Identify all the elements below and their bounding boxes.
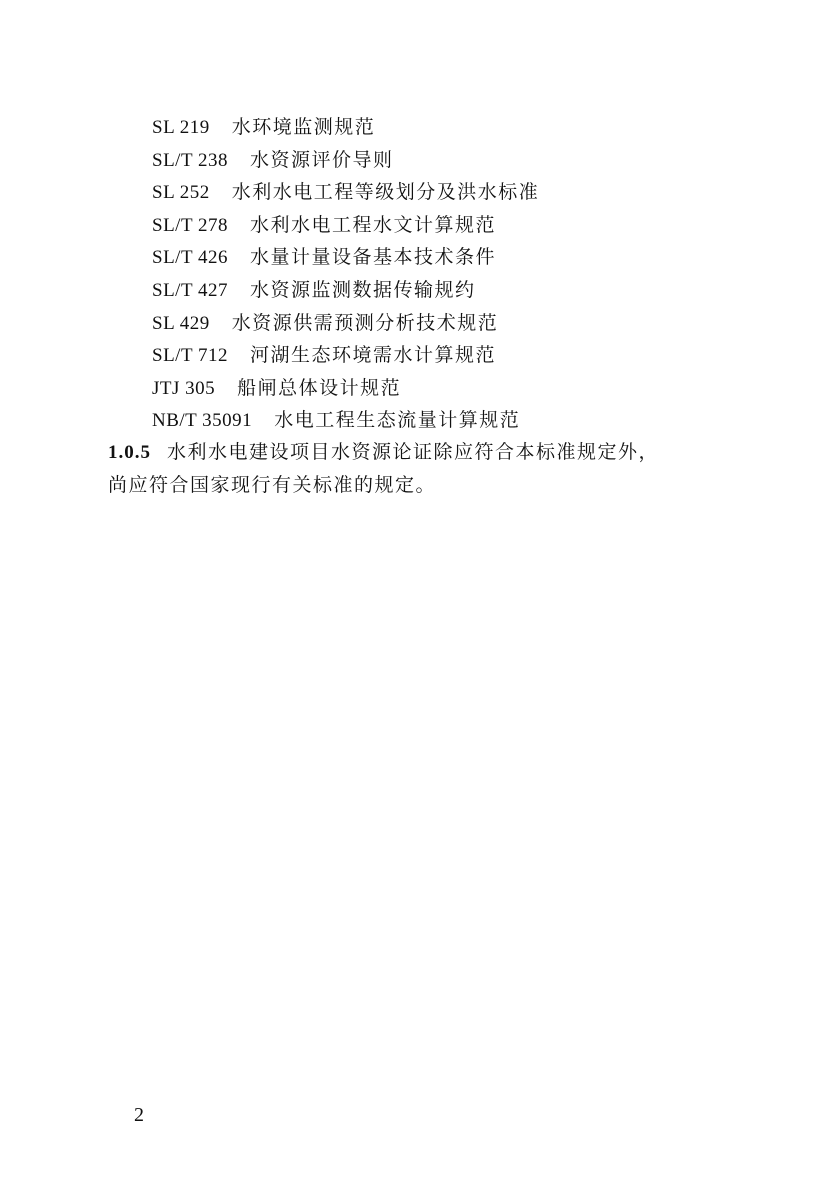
- reference-item: [152, 176, 792, 209]
- clause-line-2: [108, 469, 798, 502]
- clause-paragraph: [108, 436, 798, 502]
- reference-title: 水利水电工程等级划分及洪水标准: [231, 181, 540, 204]
- reference-item: [152, 404, 792, 437]
- reference-title: 水资源监测数据传输规约: [249, 278, 476, 301]
- normative-reference-list: [152, 111, 792, 437]
- reference-code: SL/T 238: [152, 149, 228, 171]
- reference-item: [152, 339, 792, 372]
- reference-item: [152, 372, 792, 405]
- reference-code: SL/T 712: [152, 345, 228, 367]
- reference-item: [152, 209, 792, 242]
- clause-text-1: 水利水电建设项目水资源论证除应符合本标准规定外，: [167, 441, 660, 463]
- reference-item: [152, 274, 792, 307]
- reference-item: [152, 111, 792, 144]
- reference-title: 水利水电工程水文计算规范: [249, 213, 496, 236]
- reference-item: [152, 144, 792, 177]
- reference-title: 水资源供需预测分析技术规范: [231, 311, 499, 334]
- reference-title: 水资源评价导则: [249, 148, 394, 171]
- clause-number: 1.0.5: [108, 442, 151, 463]
- reference-title: 水电工程生态流量计算规范: [274, 409, 521, 432]
- page-number: 2: [134, 1104, 144, 1126]
- reference-title: 水量计量设备基本技术条件: [249, 246, 496, 269]
- reference-code: SL 252: [152, 182, 210, 204]
- reference-code: SL 219: [152, 117, 210, 138]
- reference-code: SL 429: [152, 312, 210, 334]
- reference-code: SL/T 427: [152, 279, 228, 301]
- reference-item: [152, 241, 792, 274]
- reference-code: SL/T 278: [152, 214, 228, 236]
- reference-code: SL/T 426: [152, 247, 228, 269]
- reference-title: 水环境监测规范: [231, 116, 376, 138]
- reference-code: NB/T 35091: [152, 410, 253, 432]
- reference-title: 船闸总体设计规范: [237, 376, 402, 399]
- reference-item: [152, 307, 792, 340]
- clause-text-2: 尚应符合国家现行有关标准的规定。: [108, 474, 437, 496]
- reference-code: JTJ 305: [152, 377, 216, 399]
- clause-line-1: [108, 436, 798, 469]
- reference-title: 河湖生态环境需水计算规范: [249, 344, 496, 367]
